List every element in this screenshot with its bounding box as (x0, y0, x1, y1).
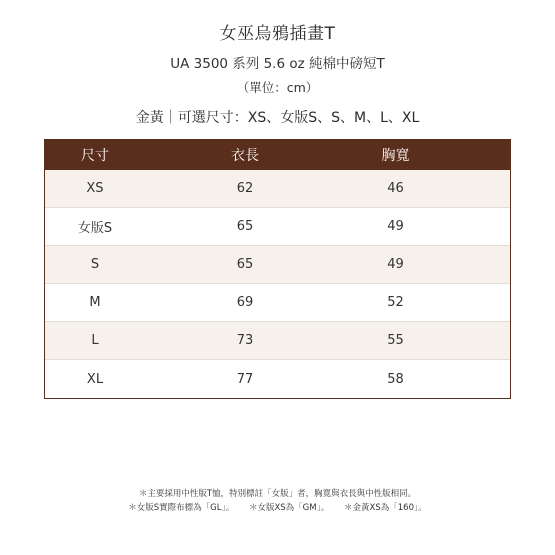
cell-length: 65 (236, 219, 254, 234)
cell-length: 73 (236, 333, 254, 348)
table-row (45, 170, 510, 208)
cell-length: 77 (236, 371, 254, 387)
table-row (45, 284, 510, 322)
header-chest: 胸寬 (381, 148, 410, 164)
footnote-line-1: ＊主要採用中性版T恤，特別標註「女版」者，胸寬與衣長與中性版相同。 (138, 489, 417, 499)
table-row (45, 360, 510, 398)
cell-size: L (91, 333, 99, 348)
color-size-options: 金黃｜可選尺寸：XS、女版S、S、M、L、XL (135, 110, 420, 126)
table-row (45, 322, 510, 360)
footnote-gl: ＊女版S實際布標為「GL」。 (128, 503, 235, 513)
cell-size: XL (86, 371, 104, 387)
size-table (44, 139, 511, 399)
cell-size: M (89, 295, 101, 310)
footnote-line-2 (0, 501, 555, 515)
header-size: 尺寸 (81, 148, 109, 164)
unit-label: （單位：cm） (236, 80, 319, 95)
cell-length: 69 (236, 295, 254, 310)
table-row (45, 208, 510, 246)
footnote-160: ＊金黃XS為「160」。 (344, 503, 427, 513)
cell-chest: 58 (387, 371, 404, 387)
cell-size: 女版S (77, 221, 113, 236)
cell-length: 65 (236, 257, 254, 272)
cell-size: XS (86, 181, 104, 196)
cell-chest: 55 (387, 333, 404, 348)
footnotes (0, 487, 555, 515)
table-row (45, 246, 510, 284)
footnote-gm: ＊女版XS為「GM」。 (248, 503, 330, 513)
cell-length: 62 (236, 181, 254, 196)
cell-chest: 46 (387, 181, 404, 196)
cell-chest: 49 (387, 219, 404, 234)
cell-chest: 49 (387, 257, 404, 272)
cell-size: S (90, 257, 100, 272)
cell-chest: 52 (387, 295, 404, 310)
product-title: 女巫烏鴉插畫T (219, 24, 336, 44)
product-subtitle: UA 3500 系列 5.6 oz 純棉中磅短T (170, 56, 385, 72)
header-length: 衣長 (231, 148, 259, 164)
table-header (45, 140, 510, 170)
